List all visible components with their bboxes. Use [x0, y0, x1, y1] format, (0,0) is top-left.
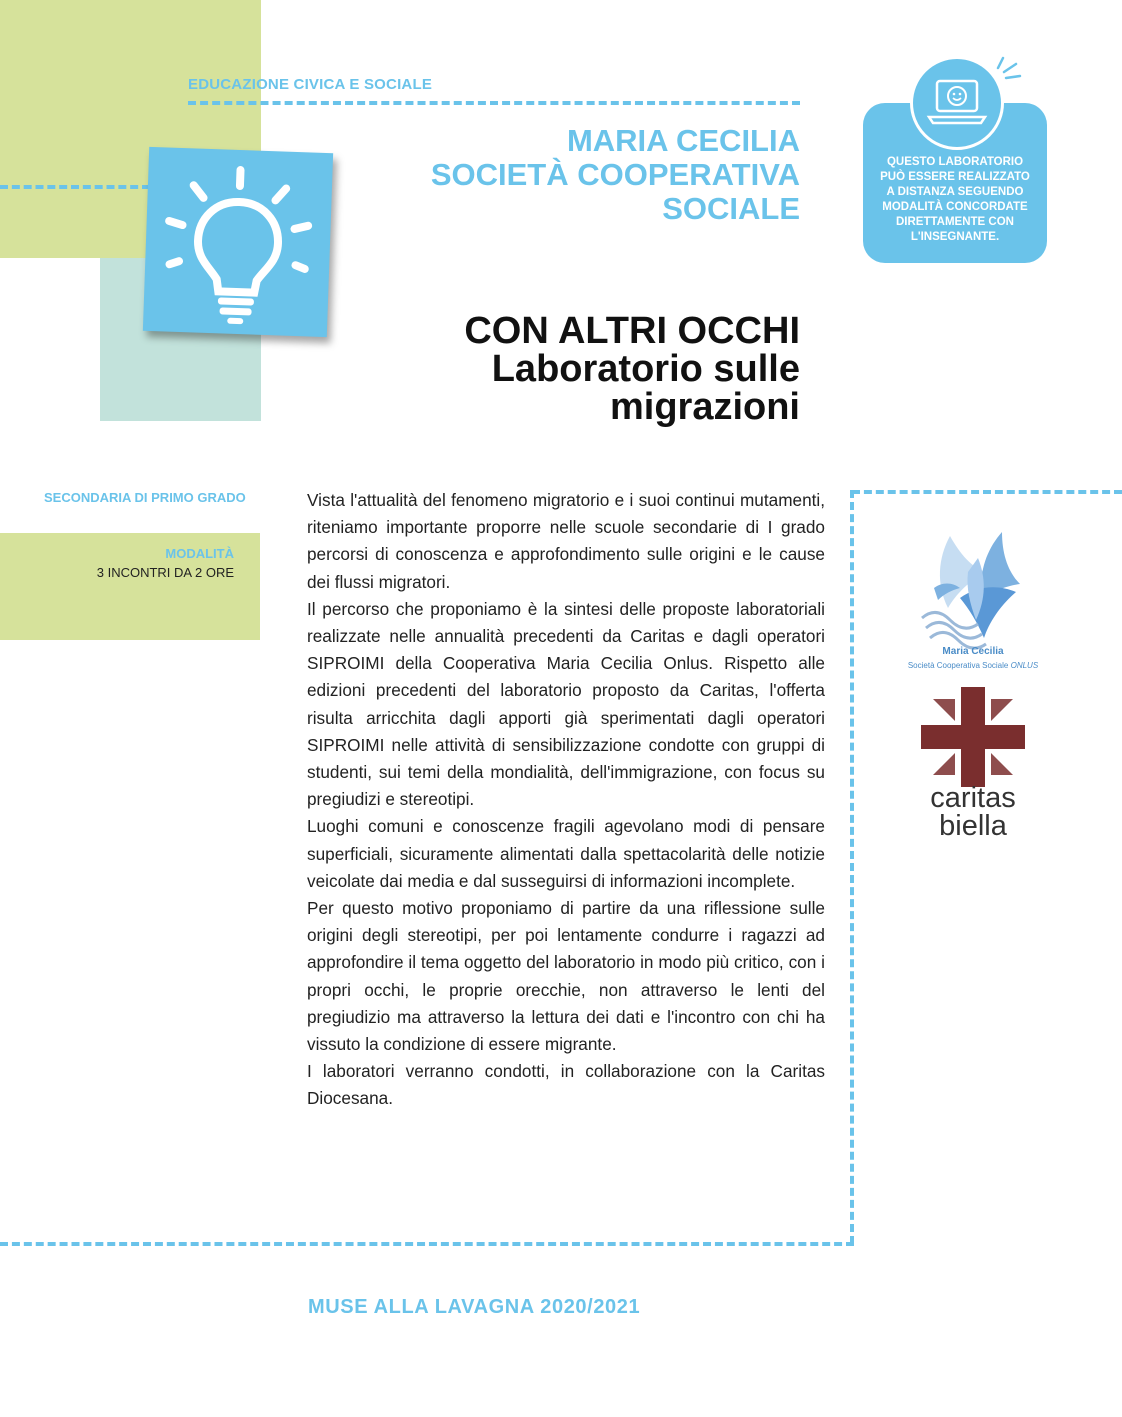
organization-name: [431, 124, 800, 226]
school-level: SECONDARIA DI PRIMO GRADO: [44, 490, 246, 505]
description-text: [307, 487, 825, 1113]
remote-notice-line: MODALITÀ CONCORDATE: [882, 201, 1028, 213]
remote-notice-line: PUÒ ESSERE REALIZZATO: [880, 171, 1030, 183]
footer-title: MUSE ALLA LAVAGNA 2020/2021: [308, 1296, 641, 1318]
category-label: EDUCAZIONE CIVICA E SOCIALE: [188, 76, 433, 93]
caritas-line: biella: [939, 810, 1007, 842]
laptop-icon: [913, 59, 1001, 147]
title-line: CON ALTRI OCCHI: [464, 310, 800, 352]
paragraph: I laboratori verranno condotti, in collaborazione con la Caritas Diocesana.: [307, 1061, 825, 1109]
paragraph: Luoghi comuni e conoscenze fragili agevolano modi di pensare superficiali, sicuramente alimentati dalla spettacolarità delle notizie veicolate dai media e dal susseguirsi di informazioni incomplete.: [307, 816, 825, 891]
organization-line: MARIA CECILIA: [566, 123, 800, 158]
divider-top: [188, 101, 800, 105]
remote-notice-line: QUESTO LABORATORIO: [886, 156, 1024, 168]
caritas-cross-icon: [921, 687, 1025, 787]
divider-left: [0, 185, 150, 189]
remote-notice-text: [873, 155, 1037, 245]
maria-cecilia-subtitle-text: Società Cooperativa Sociale: [907, 661, 1009, 670]
organization-line: SOCIETÀ COOPERATIVA: [430, 157, 800, 192]
paragraph: Vista l'attualità del fenomeno migratorio e i suoi continui mutamenti, riteniamo importante proporre nelle scuole secondarie di I grado percorsi di conoscenza e approfondimento sulle origini e le cause dei flussi migratori.: [307, 490, 825, 592]
sparkle-icon: [990, 54, 1024, 84]
remote-notice-line: L'INSEGNANTE.: [910, 231, 1000, 243]
divider-vertical: [850, 490, 854, 1244]
paragraph: Il percorso che proponiamo è la sintesi delle proposte laboratoriali realizzate nelle annualità precedenti da Caritas e dagli operatori SIPROIMI della Cooperativa Maria Cecilia Onlus. Rispetto alle edizioni precedenti del laboratorio proposto da Caritas, l'offerta risulta arricchita dagli apporti già sperimentati dagli operatori SIPROIMI nelle attività di sensibilizzazione condotte con gruppi di studenti, sui temi della mondialità, dell'immigrazione, con focus su pregiudizi e stereotipi.: [307, 598, 825, 810]
divider-bottom: [0, 1242, 854, 1246]
organization-line: SOCIALE: [662, 191, 800, 226]
divider-right-top: [852, 490, 1122, 494]
modality-value: 3 INCONTRI DA 2 ORE: [96, 565, 234, 580]
caritas-name: [921, 784, 1025, 840]
remote-notice-line: DIRETTAMENTE CON: [896, 216, 1014, 228]
remote-notice-line: A DISTANZA SEGUENDO: [886, 186, 1024, 198]
maria-cecilia-onlus: ONLUS: [1010, 661, 1039, 670]
page-title: [464, 312, 800, 426]
paragraph: Per questo motivo proponiamo di partire da una riflessione sulle origini degli stereotipi, per poi lentamente condurre i ragazzi ad approfondire il tema oggetto del laboratorio in modo più critico, con i propri occhi, le proprie orecchie, non attraverso le lenti del pregiudizio ma attraverso la lettura dei dati e l'incontro con chi ha vissuto la condizione di essere migrante.: [307, 898, 825, 1055]
maria-cecilia-subtitle: [878, 661, 1068, 670]
lightbulb-icon: [143, 147, 333, 337]
title-line: Laboratorio sulle: [491, 348, 800, 390]
title-line: migrazioni: [609, 386, 800, 428]
caritas-line: caritas: [930, 782, 1016, 814]
maria-cecilia-name: Maria Cecilia: [942, 646, 1004, 657]
modality-label: MODALITÀ: [165, 546, 234, 561]
lightbulb-card: [143, 147, 333, 337]
